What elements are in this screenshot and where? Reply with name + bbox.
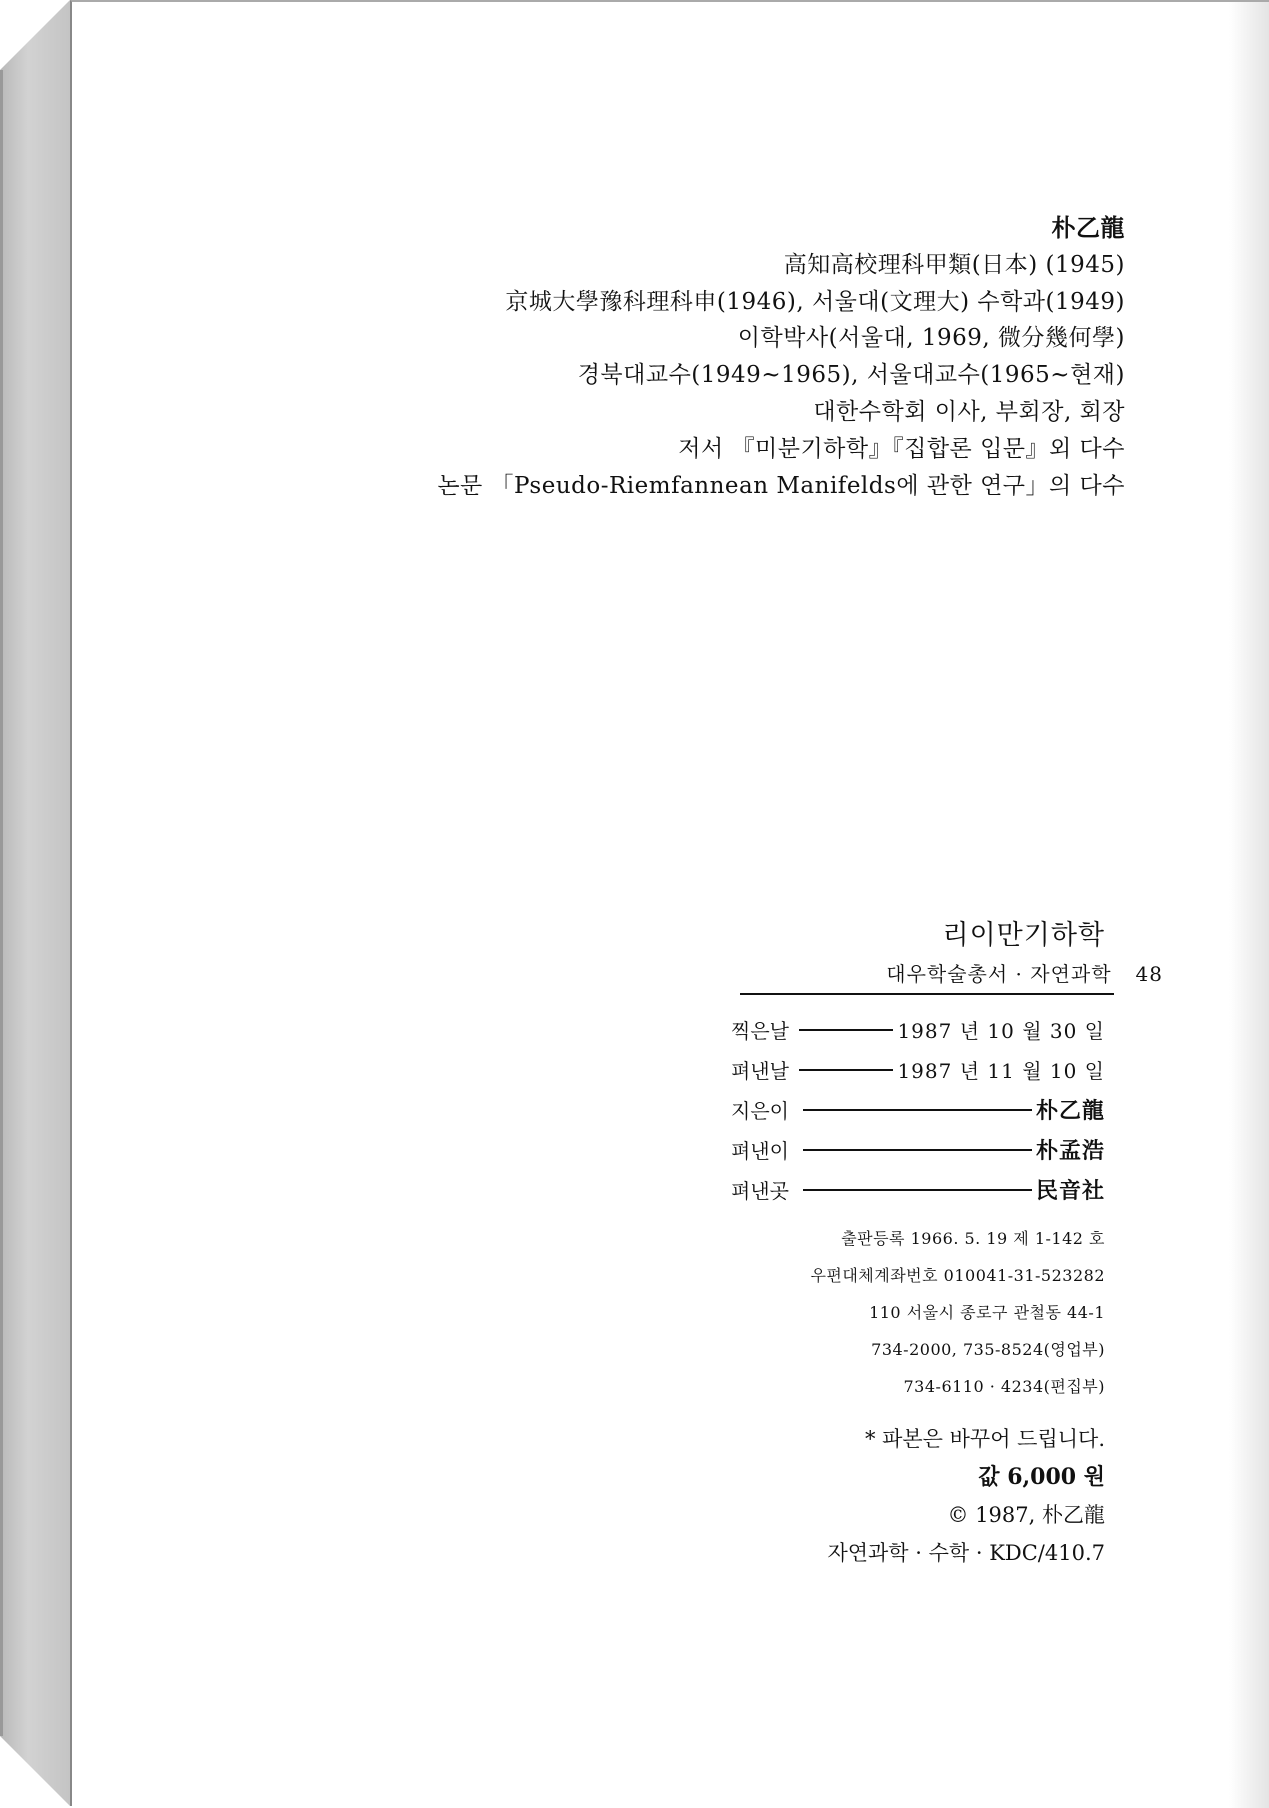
phone-sales-line: 734-2000, 735-8524(영업부) xyxy=(871,1340,1105,1359)
credit-row-author xyxy=(731,1090,1105,1129)
credit-label: 펴낸곳 xyxy=(731,1179,789,1203)
series-line xyxy=(886,956,1163,992)
author-bio-line: 저서 『미분기하학』『집합론 입문』외 다수 xyxy=(678,435,1125,462)
credit-label: 펴낸이 xyxy=(731,1139,789,1163)
author-bio-line: 논문 「Pseudo-Riemfannean Manifelds에 관한 연구」의 다수 xyxy=(437,472,1125,499)
credit-row-published xyxy=(731,1050,1105,1089)
credit-row-press xyxy=(731,1170,1105,1209)
credit-label: 지은이 xyxy=(731,1099,789,1123)
address-line: 110 서울시 종로구 관철동 44-1 xyxy=(869,1303,1105,1322)
credit-value: 1987 년 10 월 30 일 xyxy=(897,1019,1105,1043)
author-name: 朴乙龍 xyxy=(1051,213,1125,242)
registration-line: 출판등록 1966. 5. 19 제 1-142 호 xyxy=(841,1229,1105,1248)
book-title: 리이만기하학 xyxy=(942,920,1105,951)
author-bio-line: 高知高校理科甲類(日本) (1945) xyxy=(783,251,1125,278)
author-bio-line: 경북대교수(1949~1965), 서울대교수(1965~현재) xyxy=(577,362,1125,389)
credit-value: 1987 년 11 월 10 일 xyxy=(897,1059,1105,1083)
page-shadow xyxy=(1229,2,1269,1808)
leader-dash xyxy=(803,1189,1032,1191)
publisher-info xyxy=(810,1220,1105,1405)
credit-value: 朴乙龍 xyxy=(1035,1098,1105,1124)
postal-account-line: 우편대체계좌번호 010041-31-523282 xyxy=(810,1266,1105,1285)
copyright-notice: © 1987, 朴乙龍 xyxy=(947,1503,1105,1527)
credit-value: 朴孟浩 xyxy=(1035,1138,1105,1164)
book-spine xyxy=(0,0,70,1806)
colophon-credits xyxy=(731,1010,1105,1210)
divider-rule xyxy=(740,993,1114,995)
phone-editorial-line: 734-6110 · 4234(편집부) xyxy=(903,1377,1105,1396)
leader-dash xyxy=(803,1149,1032,1151)
replacement-note: * 파본은 바꾸어 드립니다. xyxy=(864,1427,1105,1451)
book-title-block xyxy=(886,916,1163,992)
classification: 자연과학 · 수학 · KDC/410.7 xyxy=(827,1541,1105,1565)
spine-edge xyxy=(0,70,3,1736)
credit-value: 民音社 xyxy=(1035,1178,1105,1204)
credit-row-publisher xyxy=(731,1130,1105,1169)
author-bio-line: 대한수학회 이사, 부회장, 회장 xyxy=(813,398,1125,425)
price: 값 6,000 원 xyxy=(978,1464,1105,1490)
series-number: 48 xyxy=(1135,962,1163,986)
leader-dash xyxy=(799,1069,893,1071)
author-bio xyxy=(437,210,1125,504)
leader-dash xyxy=(803,1109,1032,1111)
credit-row-printed xyxy=(731,1010,1105,1049)
series-name: 대우학술총서 · 자연과학 xyxy=(886,962,1112,986)
credit-label: 펴낸날 xyxy=(731,1059,789,1083)
author-bio-line: 이학박사(서울대, 1969, 微分幾何學) xyxy=(737,325,1125,352)
author-bio-line: 京城大學豫科理科申(1946), 서울대(文理大) 수학과(1949) xyxy=(505,288,1125,315)
leader-dash xyxy=(799,1029,893,1031)
credit-label: 찍은날 xyxy=(731,1019,789,1043)
price-and-copyright xyxy=(827,1420,1105,1572)
